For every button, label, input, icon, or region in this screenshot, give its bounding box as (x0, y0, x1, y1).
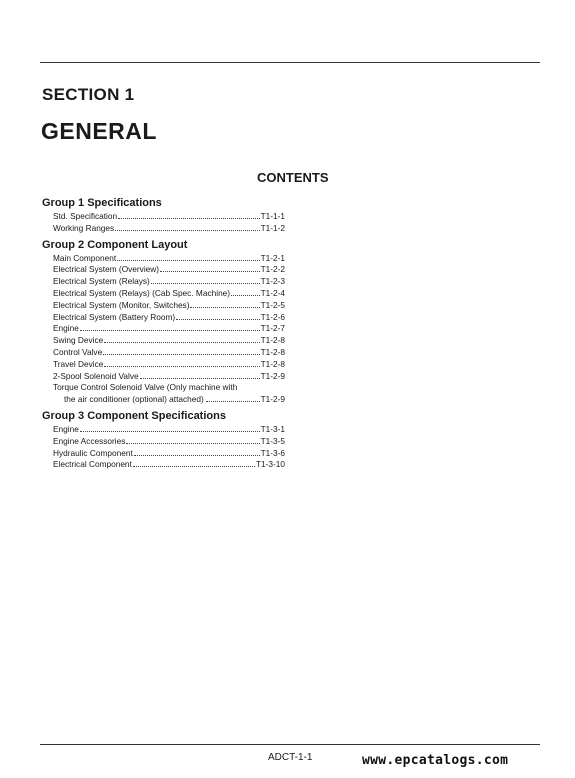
toc-entry[interactable] (42, 253, 285, 265)
dot-leader (80, 330, 260, 331)
entry-page: T1-2-4 (260, 287, 285, 298)
entry-page: T1-2-8 (260, 346, 285, 357)
top-divider (40, 62, 540, 63)
dot-leader (104, 366, 259, 367)
group-title: Group 3 Component Specifications (42, 409, 226, 422)
entry-page: T1-2-2 (260, 264, 285, 275)
dot-leader (133, 466, 255, 467)
entry-page: T1-2-6 (260, 311, 285, 322)
toc-entry[interactable] (42, 264, 285, 276)
entry-label: Std. Specification (53, 211, 118, 221)
dot-leader (118, 218, 259, 219)
dot-leader (80, 431, 260, 432)
dot-leader (151, 283, 260, 284)
page-code: ADCT-1-1 (268, 752, 313, 763)
dot-leader (104, 342, 259, 343)
entry-page: T1-3-10 (255, 459, 285, 470)
toc-entry-wrapped[interactable] (42, 382, 285, 406)
toc-entry[interactable] (42, 211, 285, 223)
entry-page: T1-2-3 (260, 276, 285, 287)
toc-entry[interactable] (42, 312, 285, 324)
group-title: Group 2 Component Layout (42, 238, 188, 251)
toc-entry[interactable] (42, 323, 285, 335)
entry-label: Electrical System (Monitor, Switches) (53, 299, 190, 310)
dot-leader (134, 455, 260, 456)
dot-leader (190, 307, 259, 308)
entry-page: T1-1-1 (260, 211, 285, 221)
bottom-divider (40, 744, 540, 745)
toc-group-specifications (42, 196, 285, 235)
entry-page: T1-2-1 (260, 252, 285, 263)
entry-label: Electrical System (Overview) (53, 264, 160, 275)
toc-entry[interactable] (42, 359, 285, 371)
entry-page: T1-2-9 (260, 394, 285, 405)
entry-page: T1-3-5 (260, 435, 285, 446)
toc-entry[interactable] (42, 288, 285, 300)
entry-label: Hydraulic Component (53, 447, 133, 458)
entry-label: 2-Spool Solenoid Valve (53, 370, 139, 381)
dot-leader (140, 378, 260, 379)
entry-page: T1-3-6 (260, 447, 285, 458)
page-title: GENERAL (41, 118, 157, 144)
entry-label: Working Ranges (53, 222, 115, 233)
table-of-contents (42, 196, 285, 474)
entry-label: Main Component (53, 252, 117, 263)
entry-label: Travel Device (53, 358, 104, 369)
entry-page: T1-3-1 (260, 423, 285, 434)
entry-label: Engine Accessories (53, 435, 126, 446)
entry-label: Engine (53, 323, 79, 334)
dot-leader (176, 319, 259, 320)
entry-label: Engine (53, 423, 79, 434)
entry-page: T1-2-5 (260, 299, 285, 310)
toc-entry[interactable] (42, 424, 285, 436)
toc-entry[interactable] (42, 335, 285, 347)
entry-label: Electrical System (Battery Room) (53, 311, 176, 322)
entry-label-line2: the air conditioner (optional) attached) (64, 394, 204, 405)
dot-leader (117, 260, 259, 261)
entry-page: T1-2-7 (260, 323, 285, 334)
entry-page: T1-2-9 (260, 370, 285, 381)
toc-entry[interactable] (42, 436, 285, 448)
dot-leader (160, 271, 260, 272)
entry-label-line2-row (53, 394, 285, 406)
toc-entry[interactable] (42, 448, 285, 460)
entry-label: Electrical Component (53, 459, 132, 470)
watermark: www.epcatalogs.com (362, 753, 509, 768)
entry-label: Swing Device (53, 335, 104, 346)
dot-leader (115, 230, 259, 231)
toc-entry[interactable] (42, 459, 285, 471)
dot-leader (231, 295, 260, 296)
toc-entry[interactable] (42, 276, 285, 288)
dot-leader (206, 401, 260, 402)
toc-entry[interactable] (42, 347, 285, 359)
dot-leader (126, 443, 259, 444)
toc-group-component-specifications (42, 409, 285, 471)
toc-entry[interactable] (42, 371, 285, 383)
entry-page: T1-2-8 (260, 358, 285, 369)
entry-page: T1-2-8 (260, 335, 285, 346)
dot-leader (103, 354, 259, 355)
contents-heading: CONTENTS (257, 170, 329, 185)
toc-group-component-layout (42, 238, 285, 406)
entry-label: Control Valve (53, 346, 103, 357)
toc-entry[interactable] (42, 300, 285, 312)
entry-page: T1-1-2 (260, 222, 285, 233)
group-title: Group 1 Specifications (42, 197, 162, 209)
entry-label-line1: Torque Control Solenoid Valve (Only machine with (53, 382, 238, 393)
entry-label: Electrical System (Relays) (53, 276, 150, 287)
toc-entry[interactable] (42, 223, 285, 235)
section-label: SECTION 1 (42, 85, 135, 104)
entry-label: Electrical System (Relays) (Cab Spec. Machine) (53, 287, 231, 298)
